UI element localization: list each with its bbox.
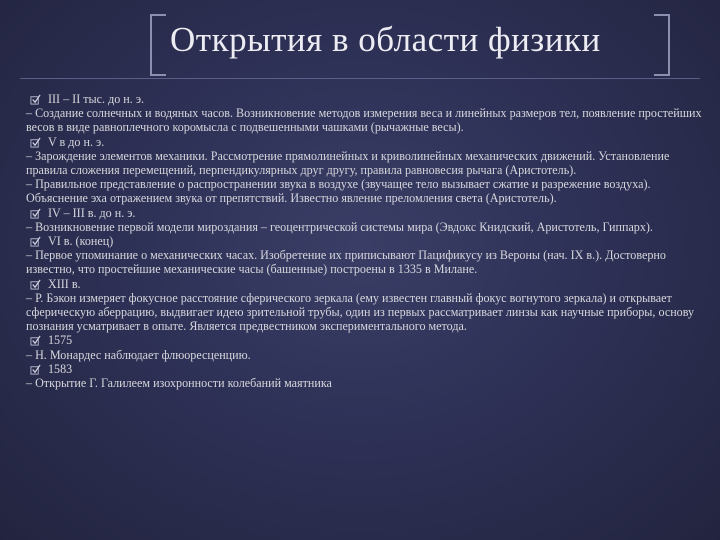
- checkbox-bullet-icon: [30, 137, 41, 148]
- entry-heading-text: 1575: [48, 333, 73, 348]
- entry-description: – Первое упоминание о механических часах. Изобретение их приписывают Пацификусу из Вероны (нач. IX в.). Достоверно известно, что простейшие механические часы (башенные) построены в 1335 в Милане.: [26, 248, 666, 277]
- entry-heading-text: 1583: [48, 361, 73, 376]
- checkbox-bullet-icon: [30, 335, 41, 346]
- entry-description: – Зарождение элементов механики. Рассмотрение прямолинейных и криволинейных механических движений. Установление правила сложения перемещений, перпендикулярных друг другу, правила равновесия рычага (Аристотель).: [26, 148, 670, 178]
- entry-heading: [26, 333, 702, 347]
- title-frame: [150, 14, 670, 72]
- slide-title: Открытия в области физики: [170, 20, 601, 59]
- title-divider: [20, 78, 700, 79]
- entry-heading: [26, 234, 702, 248]
- entry-description: – Правильное представление о распространении звука в воздухе (звучащее тело вызывает сжатие и разрежение воздуха). Объяснение эха отражением звука от препятствий. Известно явление преломления света (Аристотель).: [26, 177, 651, 206]
- entry-heading: [26, 135, 702, 149]
- entry-heading: [26, 92, 702, 106]
- checkbox-bullet-icon: [30, 208, 41, 219]
- entry-heading-text: XIII в.: [48, 276, 81, 291]
- checkbox-bullet-icon: [30, 364, 41, 375]
- entry-description: – Открытие Г. Галилеем изохронности колебаний маятника: [26, 376, 332, 391]
- checkbox-bullet-icon: [30, 94, 41, 105]
- slide-body: [26, 92, 702, 390]
- title-bracket-right: [654, 14, 670, 76]
- entry-description: – Н. Монардес наблюдает флюоресценцию.: [26, 347, 251, 362]
- entry-heading: [26, 206, 702, 220]
- entry-heading-text: VI в. (конец): [48, 234, 114, 249]
- entry-description: – Создание солнечных и водяных часов. Возникновение методов измерения веса и линейных размеров тел, появление простейших весов в виде равноплечного коромысла с подвешенными чашками (рычажные весы).: [26, 106, 702, 135]
- entry-heading-text: III – II тыс. до н. э.: [48, 92, 145, 106]
- entry-description: – Р. Бэкон измеряет фокусное расстояние сферического зеркала (ему известен главный фокус вогнутого зеркала) и открывает сферическую аберрацию, выдвигает идею зрительной трубы, один из первых рассматривает линзы как научные приборы, основу познания усматривает в опыте. Является предвестником экспериментального метода.: [26, 290, 695, 334]
- entry-heading-text: IV – III в. до н. э.: [48, 205, 136, 220]
- entry-heading: [26, 362, 702, 376]
- title-bracket-left: [150, 14, 166, 76]
- entry-description: – Возникновение первой модели мироздания – геоцентрической системы мира (Эвдокс Книдский, Аристотель, Гиппарх).: [26, 219, 653, 234]
- entry-heading-text: V в до н. э.: [48, 134, 105, 149]
- checkbox-bullet-icon: [30, 236, 41, 247]
- entry-heading: [26, 277, 702, 291]
- checkbox-bullet-icon: [30, 279, 41, 290]
